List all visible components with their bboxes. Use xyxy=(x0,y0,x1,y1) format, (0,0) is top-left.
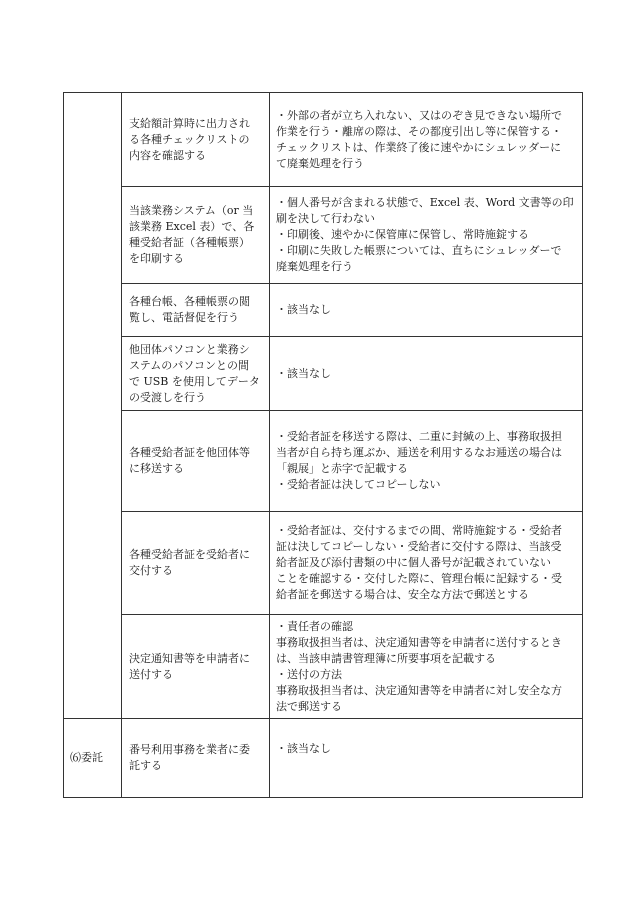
table-row xyxy=(64,337,583,411)
action-cell: 当該業務システム（or 当 該業務 Excel 表）で、各 種受給者証（各種帳票） を印刷する xyxy=(122,187,270,284)
category-cell: ⑹委託 xyxy=(64,719,122,798)
table-row xyxy=(64,187,583,284)
measure-cell: ・受給者証を移送する際は、二重に封緘の上、事務取扱担 当者が自ら持ち運ぶか、逓送を利用するなお逓送の場合は 「親展」と赤字で記載する ・受給者証は決してコピーしない xyxy=(270,411,583,512)
table-row xyxy=(64,93,583,187)
measure-cell: ・該当なし xyxy=(270,719,583,798)
action-cell: 各種受給者証を他団体等 に移送する xyxy=(122,411,270,512)
measure-cell: ・外部の者が立ち入れない、又はのぞき見できない場所で 作業を行う・離席の際は、その都度引出し等に保管する・ チェックリストは、作業終了後に速やかにシュレッダーに て廃棄処理を行う xyxy=(270,93,583,187)
measure-cell: ・該当なし xyxy=(270,284,583,337)
category-cell xyxy=(64,93,122,719)
table-row xyxy=(64,411,583,512)
action-cell: 番号利用事務を業者に委 託する xyxy=(122,719,270,798)
table-row xyxy=(64,284,583,337)
action-cell: 各種受給者証を受給者に 交付する xyxy=(122,512,270,615)
measure-cell: ・受給者証は、交付するまでの間、常時施錠する・受給者 証は決してコピーしない・受給者に交付する際は、当該受 給者証及び添付書類の中に個人番号が記載されていない ことを確認する・交付した際に、管理台帳に記録する・受 給者証を郵送する場合は、安全な方法で郵送とする xyxy=(270,512,583,615)
action-cell: 他団体パソコンと業務シ ステムのパソコンとの間 で USB を使用してデータ の受渡しを行う xyxy=(122,337,270,411)
table-row xyxy=(64,719,583,798)
table-row xyxy=(64,512,583,615)
action-cell: 各種台帳、各種帳票の閲 覧し、電話督促を行う xyxy=(122,284,270,337)
measure-cell: ・責任者の確認 事務取扱担当者は、決定通知書等を申請者に送付するとき は、当該申請書管理簿に所要事項を記載する ・送付の方法 事務取扱担当者は、決定通知書等を申請者に対し安全な方 法で郵送する xyxy=(270,615,583,719)
measure-cell: ・該当なし xyxy=(270,337,583,411)
measure-cell: ・個人番号が含まれる状態で、Excel 表、Word 文書等の印 刷を決して行わない ・印刷後、速やかに保管庫に保管し、常時施錠する ・印刷に失敗した帳票については、直ちにシュレッダーで 廃棄処理を行う xyxy=(270,187,583,284)
security-measures-table xyxy=(63,92,583,798)
action-cell: 決定通知書等を申請者に 送付する xyxy=(122,615,270,719)
action-cell: 支給額計算時に出力され る各種チェックリストの 内容を確認する xyxy=(122,93,270,187)
table-row xyxy=(64,615,583,719)
